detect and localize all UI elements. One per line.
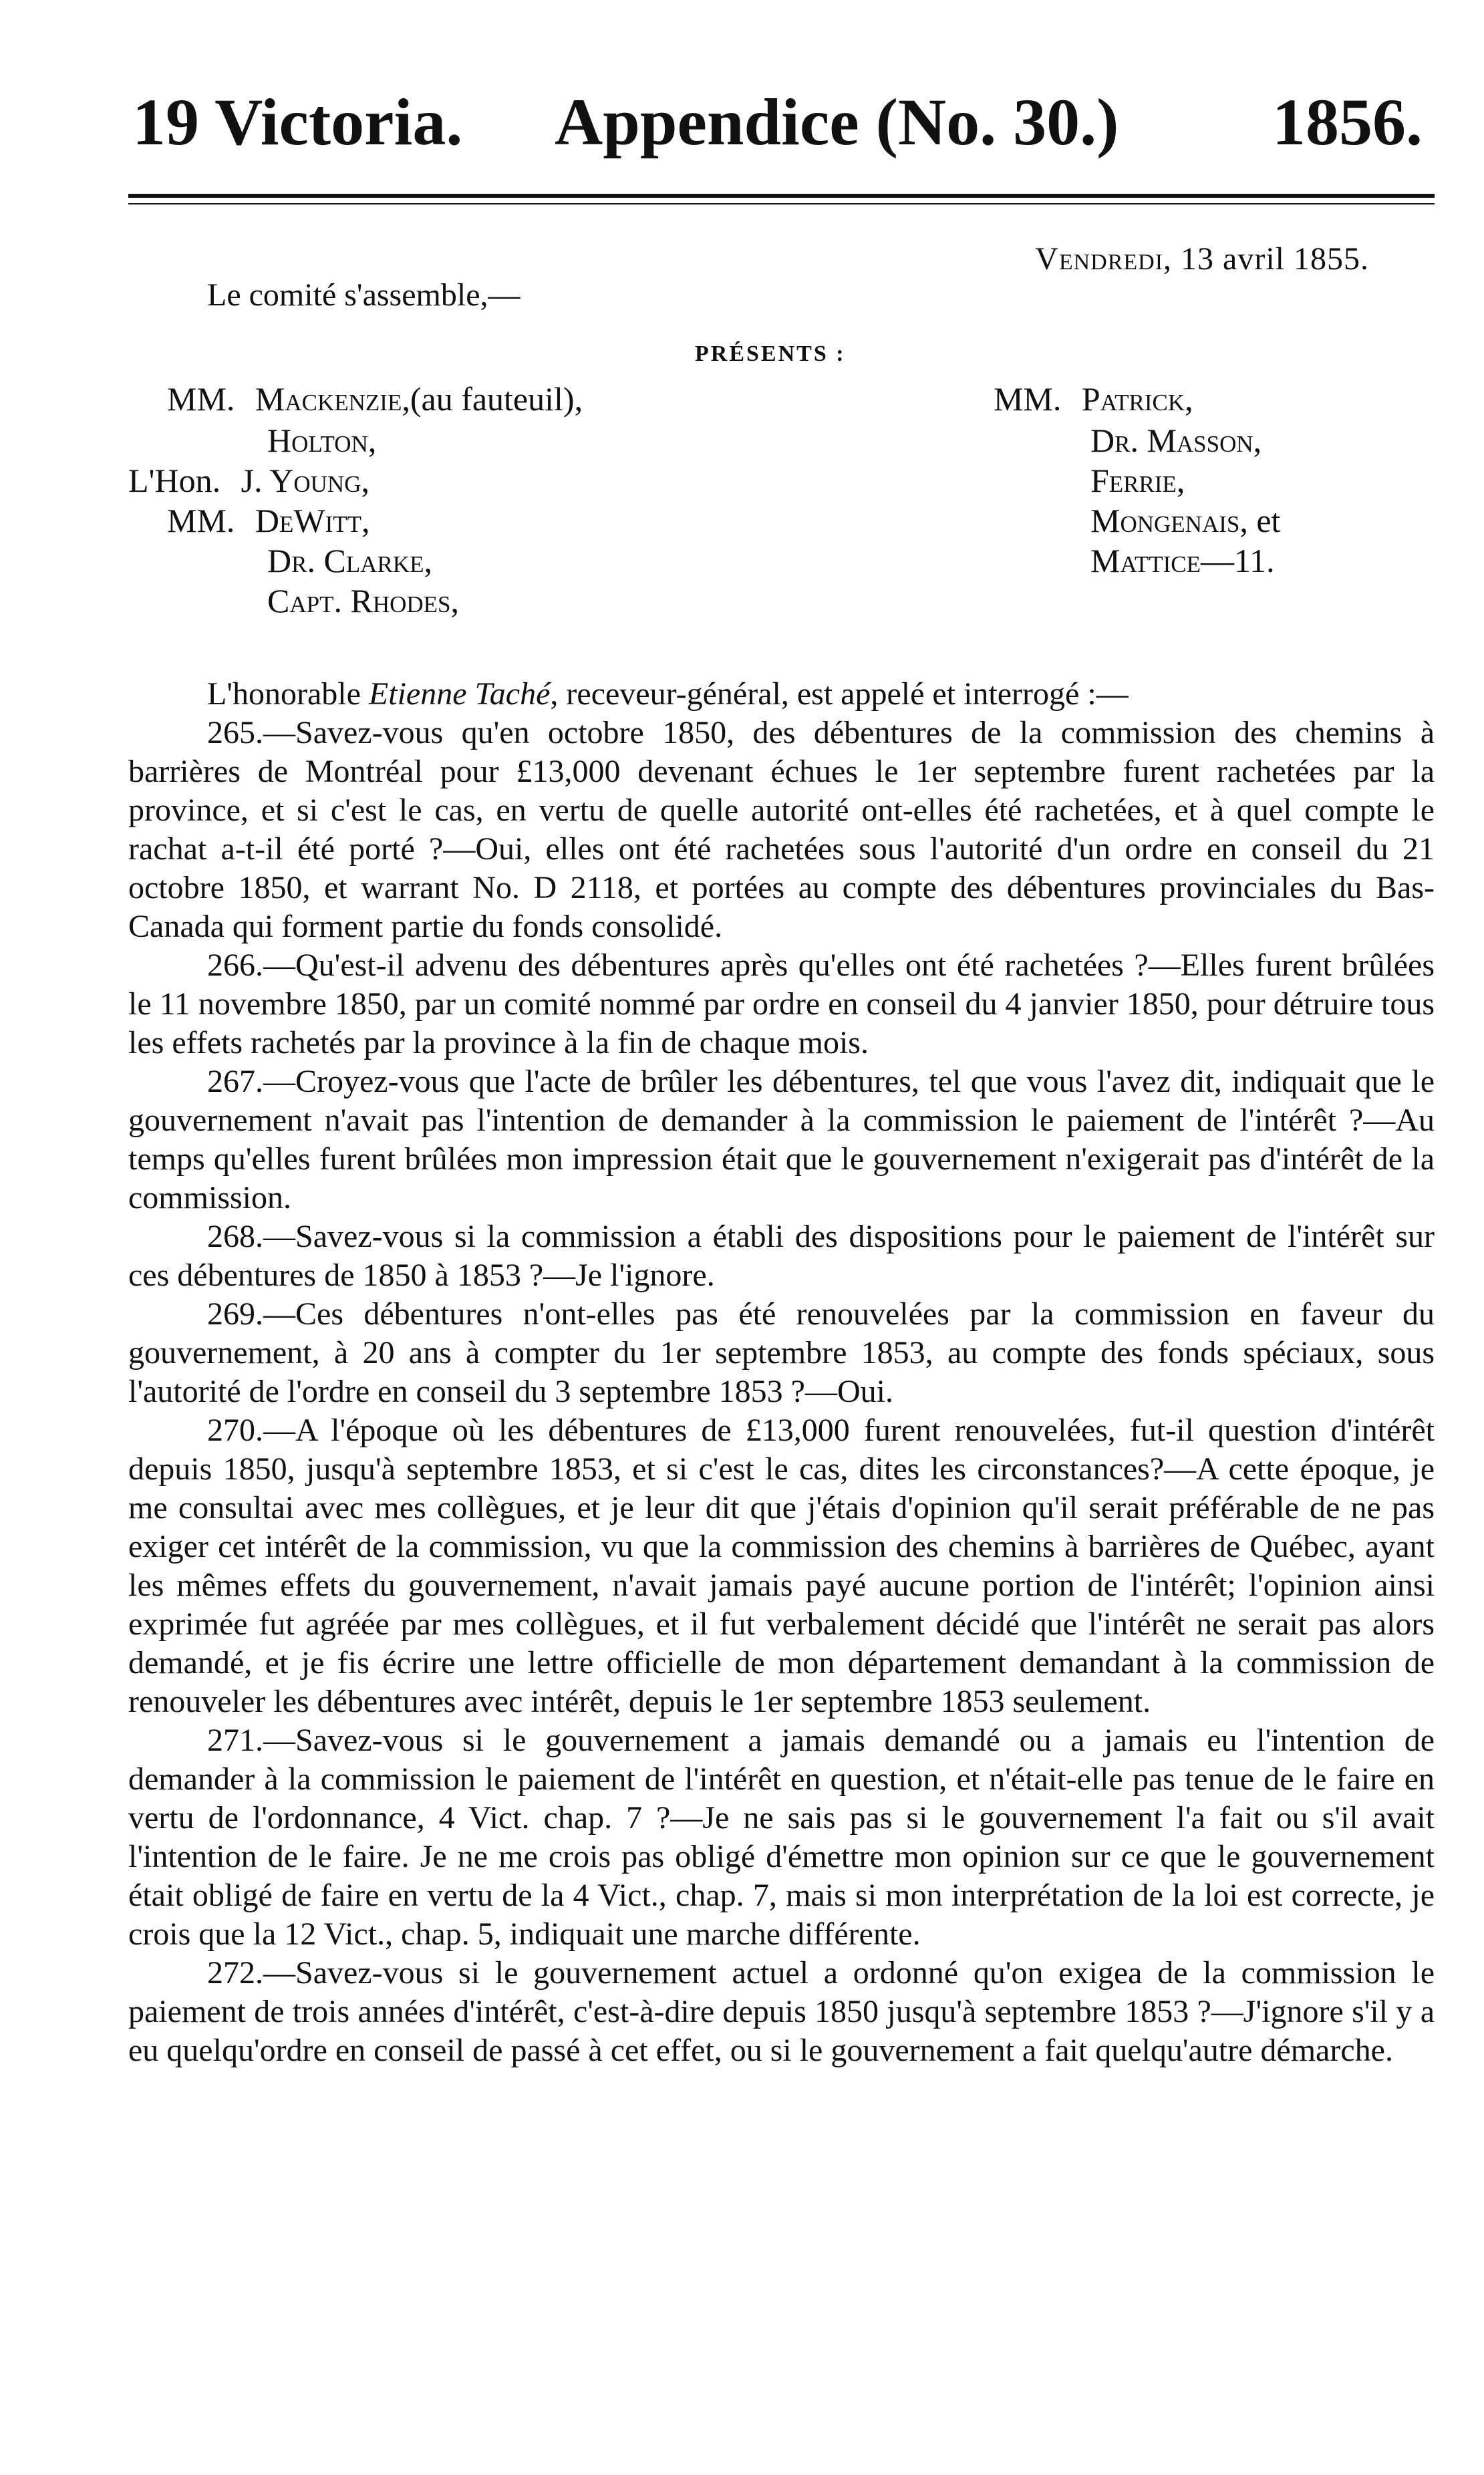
question-266: 266.—Qu'est-il advenu des débentures après qu'elles ont été rachetées ?—Elles furent brûlées le 11 novembre 1850, par un comité nommé par ordre en conseil du 4 janvier 1850, pour détruire tous les effets rachetés par la province à la fin de chaque mois. (128, 948, 1435, 1060)
attendee-name: Holton, (267, 422, 377, 459)
attendee-prefix: L'Hon. (128, 462, 221, 499)
header-year: 1856. (1272, 85, 1423, 159)
attendee-right-1 (994, 378, 1193, 420)
meeting-day: Vendredi, (1035, 241, 1173, 277)
attendee-prefix: MM. (167, 502, 235, 539)
intro-after: , receveur-général, est appelé et interrogé :— (550, 676, 1129, 712)
presents-heading: PRÉSENTS : (695, 341, 846, 366)
attendee-prefix: MM. (167, 380, 235, 418)
question-272: 272.—Savez-vous si le gouvernement actuel a ordonné qu'on exigea de la commission le paiement de trois années d'intérêt, c'est-à-dire depuis 1850 jusqu'à septembre 1853 ?—J'ignore s'il y a eu quelqu'ordre en conseil de passé à cet effet, ou si le gouvernement a fait quelqu'autre démarche. (128, 1955, 1435, 2068)
attendee-name: Dr. Masson, (1090, 422, 1262, 459)
attendee-name: Capt. Rhodes, (267, 582, 459, 619)
committee-assembles: Le comité s'assemble,— (207, 277, 521, 313)
attendee-name: Mongenais, (1090, 502, 1248, 539)
attendee-right-3 (1090, 460, 1185, 501)
question-267: 267.—Croyez-vous que l'acte de brûler les débentures, tel que vous l'avez dit, indiquait que le gouvernement n'avait pas l'intention de demander à la commission le paiement de l'intérêt ?—Au temps qu'elles furent brûlées mon impression était que le gouvernement n'exigerait pas d'intérêt de la commission. (128, 1064, 1435, 1215)
attendee-name: Patrick, (1081, 380, 1193, 418)
attendee-name: J. Young, (241, 462, 369, 499)
attendee-name: Dr. Clarke, (267, 542, 432, 579)
attendee-left-3 (128, 460, 369, 501)
question-269: 269.—Ces débentures n'ont-elles pas été renouvelées par la commission en faveur du gouvernement, à 20 ans à compter du 1er septembre 1853, au compte des fonds spéciaux, sous l'autorité de l'ordre en conseil du 3 septembre 1853 ?—Oui. (128, 1296, 1435, 1409)
question-268: 268.—Savez-vous si la commission a établi des dispositions pour le paiement de l'intérêt sur ces débentures de 1850 à 1853 ?—Je l'ignore. (128, 1219, 1435, 1293)
attendee-left-6 (267, 580, 459, 621)
question-271: 271.—Savez-vous si le gouvernement a jamais demandé ou a jamais eu l'intention de demander à la commission le paiement de l'intérêt en question, et n'était-elle pas tenue de le faire en vertu de l'ordonnance, 4 Vict. chap. 7 ?—Je ne sais pas si le gouvernement l'a fait ou s'il avait l'intention de le faire. Je ne me crois pas obligé d'émettre mon opinion sur ce que le gouvernement était obligé de faire en vertu de la 4 Vict., chap. 7, mais si mon interprétation de la loi est correcte, je crois que la 12 Vict., chap. 5, indiquait une marche différente. (128, 1723, 1435, 1952)
attendee-right-4 (1090, 500, 1280, 541)
attendee-left-4 (167, 500, 370, 541)
attendee-suffix: —11. (1201, 542, 1275, 579)
attendee-name: Ferrie, (1090, 462, 1185, 499)
attendee-left-2 (267, 420, 376, 461)
attendee-right-5 (1090, 540, 1275, 581)
header-appendix-title: Appendice (No. 30.) (555, 85, 1119, 159)
attendee-name: Mattice (1090, 542, 1201, 579)
meeting-date (1035, 239, 1369, 279)
meeting-date-value: 13 avril 1855. (1181, 241, 1369, 277)
attendee-suffix: (au fauteuil), (410, 380, 583, 418)
attendee-prefix: MM. (994, 380, 1062, 418)
witness-introduction (128, 675, 1435, 714)
attendee-right-2 (1090, 420, 1262, 461)
attendee-name: DeWitt, (255, 502, 370, 539)
attendee-left-5 (267, 540, 432, 581)
testimony-body (128, 675, 1435, 2070)
intro-before: L'honorable (207, 676, 369, 712)
attendee-left-1 (167, 378, 583, 420)
question-265: 265.—Savez-vous qu'en octobre 1850, des débentures de la commission des chemins à barrières de Montréal pour £13,000 devenant échues le 1er septembre furent rachetées par la province, et si c'est le cas, en vertu de quelle autorité ont-elles été rachetées, et à quel compte le rachat a-t-il été porté ?—Oui, elles ont été rachetées sous l'autorité d'un ordre en conseil du 21 octobre 1850, et warrant No. D 2118, et portées au compte des débentures provinciales du Bas-Canada qui forment partie du fonds consolidé. (128, 715, 1435, 944)
attendee-name: Mackenzie, (255, 380, 410, 418)
header-rule-thick (128, 194, 1435, 198)
header-rule-thin (128, 203, 1435, 204)
question-270: 270.—A l'époque où les débentures de £13,000 furent renouvelées, fut-il question d'intérêt depuis 1850, jusqu'à septembre 1853, et si c'est le cas, dites les circonstances?—A cette époque, je me consultai avec mes collègues, et je leur dit que j'étais d'opinion qu'il serait préférable de ne pas exiger cet intérêt de la commission, vu que la commission des chemins à barrières de Québec, ayant les mêmes effets du gouvernement, n'avait jamais payé aucune portion de l'intérêt; l'opinion ainsi exprimée fut agréée par mes collègues, et il fut verbalement décidé que l'intérêt ne serait pas alors demandé, et je fis écrire une lettre officielle de mon département demandant à la commission de renouveler les débentures avec intérêt, depuis le 1er septembre 1853 seulement. (128, 1413, 1435, 1719)
attendee-suffix: et (1256, 502, 1281, 539)
header-session: 19 Victoria. (132, 85, 463, 159)
witness-name: Etienne Taché (368, 676, 551, 712)
